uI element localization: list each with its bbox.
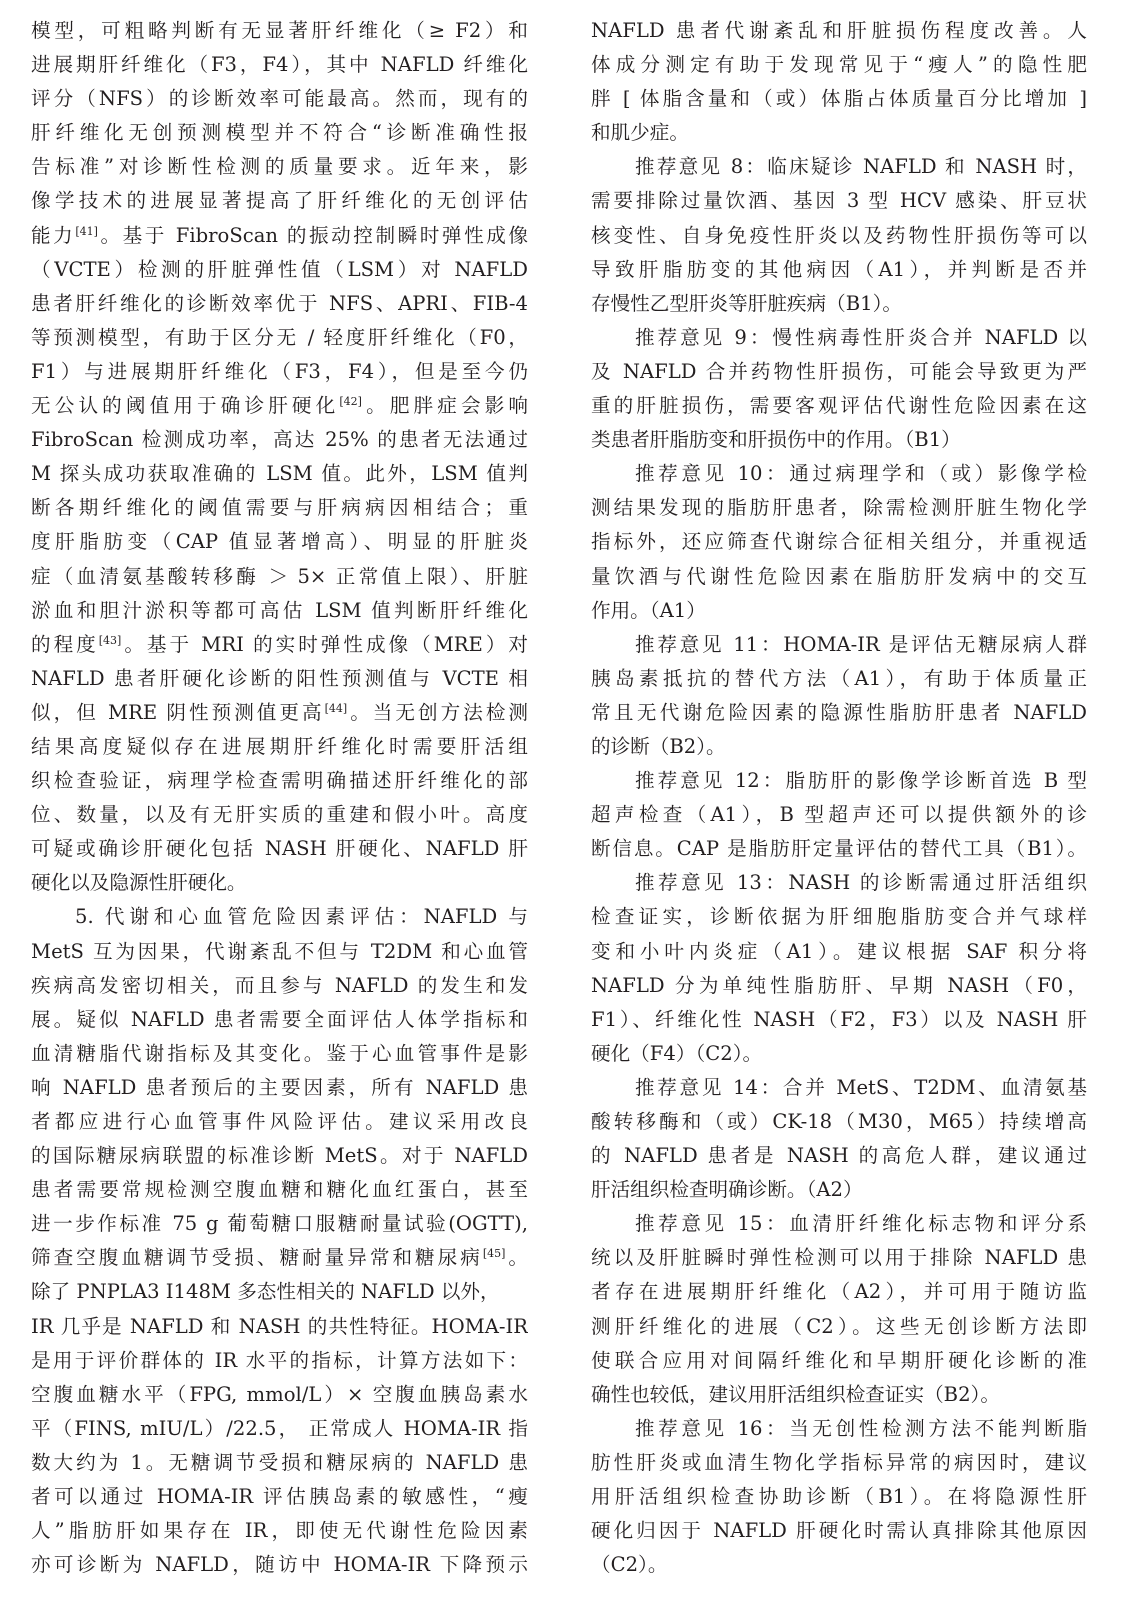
text-line: [31, 423, 528, 457]
line-text: 推荐意见 13：NASH 的诊断需通过肝活组织: [635, 871, 1087, 895]
text-line: [591, 1310, 1087, 1344]
text-line: [591, 116, 1087, 150]
line-text: 超声检查（A1），B 型超声还可以提供额外的诊: [591, 803, 1087, 827]
text-line: [591, 1275, 1087, 1309]
line-text: 患者需要常规检测空腹血糖和糖化血红蛋白，甚至: [31, 1178, 528, 1202]
text-line: [31, 321, 528, 355]
text-line: [31, 1446, 528, 1480]
text-line: [31, 1105, 528, 1139]
line-text: 血清糖脂代谢指标及其变化。鉴于心血管事件是影: [31, 1041, 528, 1065]
line-text: 指标外，还应筛查代谢综合征相关组分，并重视适: [591, 530, 1087, 554]
citation-reference: [41]: [75, 224, 98, 238]
line-text: 硬化（F4）（C2）。: [591, 1041, 763, 1065]
text-line: [591, 935, 1087, 969]
line-text: 者都应进行心血管事件风险评估。建议采用改良: [31, 1110, 528, 1133]
line-text: 及 NAFLD 合并药物性肝损伤，可能会导致更为严: [591, 359, 1087, 383]
line-text: 亦可诊断为 NAFLD，随访中 HOMA-IR 下降预示: [31, 1553, 528, 1577]
text-line: [31, 1412, 528, 1446]
text-line: [591, 82, 1087, 116]
line-text: 展。疑似 NAFLD 患者需要全面评估人体学指标和: [31, 1007, 528, 1031]
line-text: 推荐意见 15：血清肝纤维化标志物和评分系: [635, 1212, 1087, 1236]
text-line: [591, 662, 1087, 696]
line-text: （C2）。: [591, 1553, 668, 1577]
line-text: 进一步作标准 75 g 葡萄糖口服糖耐量试验(OGTT),: [31, 1212, 528, 1236]
line-text: 的诊断（B2）。: [591, 734, 726, 758]
line-text: F1）、纤维化性 NASH（F2，F3）以及 NASH 肝: [591, 1007, 1087, 1031]
text-line: [31, 866, 528, 900]
text-line: [31, 82, 528, 116]
line-text: 响 NAFLD 患者预后的主要因素，所有 NAFLD 患: [31, 1075, 528, 1099]
text-line: [591, 491, 1087, 525]
line-text: 推荐意见 11：HOMA-IR 是评估无糖尿病人群: [635, 632, 1087, 656]
line-text: 位、数量，以及有无肝实质的重建和假小叶。高度: [31, 803, 528, 827]
text-line: [31, 1344, 528, 1378]
line-text: 的 NAFLD 患者是 NASH 的高危人群，建议通过: [591, 1144, 1087, 1168]
text-line: [591, 900, 1087, 934]
line-text: 酸转移酶和（或）CK-18（M30，M65）持续增高: [591, 1110, 1087, 1133]
line-text: 和肌少症。: [591, 121, 689, 145]
line-text: 推荐意见 8：临床疑诊 NAFLD 和 NASH 时，: [635, 155, 1087, 179]
text-line: [31, 1003, 528, 1037]
text-line: [31, 1207, 528, 1241]
text-line: [31, 525, 528, 559]
left-column: [31, 14, 528, 1582]
line-text: 织检查验证，病理学检查需明确描述肝纤维化的部: [31, 769, 528, 793]
line-text: NAFLD 患者肝硬化诊断的阳性预测值与 VCTE 相: [31, 666, 528, 690]
text-line: [591, 1139, 1087, 1173]
text-line: [31, 48, 528, 82]
text-line: [591, 1037, 1087, 1071]
line-text: 测结果发现的脂肪肝患者，除需检测肝脏生物化学: [591, 496, 1087, 520]
line-text: 可疑或确诊肝硬化包括 NASH 肝硬化、NAFLD 肝: [31, 837, 528, 861]
line-text: 症（血清氨基酸转移酶 ＞ 5× 正常值上限）、肝脏: [31, 564, 528, 588]
line-text: 度肝脂肪变（CAP 值显著增高）、明显的肝脏炎: [31, 530, 528, 554]
text-line: [31, 287, 528, 321]
text-line: [591, 1480, 1087, 1514]
line-text: 断各期纤维化的阈值需要与肝病病因相结合；重: [31, 496, 528, 520]
text-line: [591, 321, 1087, 355]
citation-reference: [42]: [339, 395, 362, 409]
text-line: [591, 1548, 1087, 1582]
line-text: NAFLD 患者代谢紊乱和肝脏损伤程度改善。人: [591, 19, 1087, 42]
text-line: [31, 389, 528, 423]
text-line: [591, 1105, 1087, 1139]
line-text: 硬化以及隐源性肝硬化。: [31, 871, 247, 895]
line-text: 淤血和胆汁淤积等都可高估 LSM 值判断肝纤维化: [31, 598, 528, 622]
text-line: [31, 764, 528, 798]
line-text: 疾病高发密切相关，而且参与 NAFLD 的发生和发: [31, 973, 528, 997]
text-line: [591, 1412, 1087, 1446]
text-line: [31, 662, 528, 696]
text-line: [591, 1514, 1087, 1548]
text-line: [31, 560, 528, 594]
line-text: 者存在进展期肝纤维化（A2），并可用于随访监: [591, 1280, 1087, 1304]
line-text: 能力: [31, 223, 76, 247]
text-line: [591, 1071, 1087, 1105]
text-line: [591, 628, 1087, 662]
citation-reference: [44]: [324, 701, 348, 715]
line-text-continued: 。基于 FibroScan 的振动控制瞬时弹性成像: [97, 223, 528, 247]
text-line: [31, 355, 528, 389]
line-text: M 探头成功获取准确的 LSM 值。此外，LSM 值判: [31, 462, 528, 486]
text-line: [591, 1173, 1087, 1207]
line-text: MetS 互为因果，代谢紊乱不但与 T2DM 和心血管: [31, 939, 528, 963]
line-text: 等预测模型，有助于区分无 / 轻度肝纤维化（F0，: [31, 325, 528, 349]
line-text: 人”脂肪肝如果存在 IR，即使无代谢性危险因素: [31, 1519, 528, 1543]
line-text: 似，但 MRE 阴性预测值更高: [31, 700, 325, 724]
line-text: 结果高度疑似存在进展期肝纤维化时需要肝活组: [31, 734, 528, 758]
text-line: [591, 355, 1087, 389]
text-line: [31, 1071, 528, 1105]
line-text: F1）与进展期肝纤维化（F3，F4），但是至今仍: [31, 359, 528, 383]
text-line: [31, 1173, 528, 1207]
text-line: [31, 1548, 528, 1582]
line-text: 推荐意见 14：合并 MetS、T2DM、血清氨基: [635, 1075, 1087, 1099]
line-text: 模型，可粗略判断有无显著肝纤维化（≥ F2）和: [31, 19, 528, 42]
line-text: 进展期肝纤维化（F3，F4），其中 NAFLD 纤维化: [31, 53, 528, 77]
text-line: [591, 150, 1087, 184]
text-line: [591, 866, 1087, 900]
right-column: [591, 14, 1087, 1582]
text-line: [591, 594, 1087, 628]
line-text: FibroScan 检测成功率，高达 25% 的患者无法通过: [31, 428, 528, 452]
line-text: 硬化归因于 NAFLD 肝硬化时需认真排除其他原因: [591, 1519, 1087, 1543]
text-line: [31, 798, 528, 832]
line-text: （VCTE）检测的肝脏弹性值（LSM）对 NAFLD: [31, 257, 528, 281]
line-text: 是用于评价群体的 IR 水平的指标，计算方法如下：: [31, 1348, 528, 1372]
text-line: [591, 1207, 1087, 1241]
line-text: NAFLD 分为单纯性脂肪肝、早期 NASH（F0，: [591, 973, 1087, 997]
text-line: [591, 219, 1087, 253]
text-line: [591, 696, 1087, 730]
text-line: [31, 219, 528, 253]
line-text: 肪性肝炎或血清生物化学指标异常的病因时，建议: [591, 1450, 1087, 1474]
line-text: 平（FINS, mIU/L）/22.5， 正常成人 HOMA-IR 指: [31, 1416, 528, 1440]
text-line: [31, 184, 528, 218]
text-line: [31, 730, 528, 764]
text-line: [31, 253, 528, 287]
text-line: [591, 253, 1087, 287]
citation-reference: [45]: [482, 1247, 506, 1261]
text-line: [31, 900, 528, 934]
text-line: [591, 1446, 1087, 1480]
line-text: IR 几乎是 NAFLD 和 NASH 的共性特征。HOMA-IR: [31, 1314, 528, 1338]
line-text: 检查证实，诊断依据为肝细胞脂肪变合并气球样: [591, 905, 1087, 929]
text-line: [591, 525, 1087, 559]
text-line: [31, 14, 528, 48]
text-line: [591, 798, 1087, 832]
text-line: [591, 832, 1087, 866]
line-text: 肝纤维化无创预测模型并不符合“诊断准确性报: [31, 121, 528, 145]
line-text: 存慢性乙型肝炎等肝脏疾病（B1）。: [591, 291, 902, 315]
line-text-continued: 。基于 MRI 的实时弹性成像（MRE）对: [121, 632, 528, 656]
text-line: [31, 1241, 528, 1275]
text-line: [31, 457, 528, 491]
text-line: [591, 1378, 1087, 1412]
line-text: 类患者肝脂肪变和肝损伤中的作用。（B1）: [591, 428, 961, 452]
text-line: [31, 969, 528, 1003]
line-text: 量饮酒与代谢性危险因素在脂肪肝发病中的交互: [591, 564, 1087, 588]
text-line: [31, 491, 528, 525]
line-text: 胖 [ 体脂含量和（或）体脂占体质量百分比增加 ]: [591, 87, 1087, 111]
line-text: 确性也较低，建议用肝活组织检查证实（B2）。: [591, 1382, 1000, 1406]
text-line: [31, 1480, 528, 1514]
line-text: 筛查空腹血糖调节受损、糖耐量异常和糖尿病: [31, 1246, 483, 1270]
text-line: [591, 287, 1087, 321]
line-text: 胰岛素抵抗的替代方法（A1），有助于体质量正: [591, 666, 1087, 690]
line-text: 肝活组织检查明确诊断。（A2）: [591, 1178, 863, 1202]
text-line: [31, 150, 528, 184]
text-line: [591, 560, 1087, 594]
text-line: [591, 1344, 1087, 1378]
text-line: [591, 764, 1087, 798]
line-text: 测肝纤维化的进展（C2）。这些无创诊断方法即: [591, 1314, 1087, 1338]
text-line: [591, 14, 1087, 48]
text-line: [31, 1514, 528, 1548]
line-text: 需要排除过量饮酒、基因 3 型 HCV 感染、肝豆状: [591, 189, 1087, 213]
text-line: [31, 594, 528, 628]
line-text: 体成分测定有助于发现常见于“瘦人”的隐性肥: [591, 53, 1087, 77]
line-text-continued: 。: [505, 1246, 528, 1270]
text-line: [31, 832, 528, 866]
line-text: 像学技术的进展显著提高了肝纤维化的无创评估: [31, 189, 528, 213]
line-text: 空腹血糖水平（FPG, mmol/L）× 空腹血胰岛素水: [31, 1382, 528, 1406]
line-text: 评分（NFS）的诊断效率可能最高。然而，现有的: [31, 87, 528, 111]
line-text: 导致肝脂肪变的其他病因（A1），并判断是否并: [591, 257, 1087, 281]
line-text: 常且无代谢危险因素的隐源性脂肪肝患者 NAFLD: [591, 700, 1087, 724]
line-text: 用肝活组织检查协助诊断（B1）。在将隐源性肝: [591, 1485, 1087, 1509]
text-line: [591, 48, 1087, 82]
line-text: 告标准”对诊断性检测的质量要求。近年来，影: [31, 155, 528, 179]
line-text-continued: 。当无创方法检测: [347, 700, 528, 724]
text-line: [31, 1139, 528, 1173]
text-line: [591, 1003, 1087, 1037]
text-line: [31, 1275, 528, 1309]
text-line: [31, 116, 528, 150]
line-text: 数大约为 1。无糖调节受损和糖尿病的 NAFLD 患: [31, 1450, 528, 1474]
line-text: 推荐意见 9：慢性病毒性肝炎合并 NAFLD 以: [635, 325, 1087, 349]
text-line: [591, 730, 1087, 764]
line-text: 的程度: [31, 632, 99, 656]
text-line: [591, 423, 1087, 457]
line-text-continued: 。肥胖症会影响: [361, 394, 528, 418]
line-text: 患者肝纤维化的诊断效率优于 NFS、APRI、FIB-4: [31, 291, 528, 315]
text-line: [31, 1037, 528, 1071]
line-text: 变和小叶内炎症（A1）。建议根据 SAF 积分将: [591, 939, 1087, 963]
text-line: [31, 1310, 528, 1344]
line-text: 推荐意见 10：通过病理学和（或）影像学检: [635, 462, 1087, 486]
text-line: [31, 1378, 528, 1412]
line-text: 断信息。CAP 是脂肪肝定量评估的替代工具（B1）。: [591, 837, 1087, 861]
line-text: 核变性、自身免疫性肝炎以及药物性肝损伤等可以: [591, 223, 1087, 247]
text-line: [591, 1241, 1087, 1275]
line-text: 统以及肝脏瞬时弹性检测可以用于排除 NAFLD 患: [591, 1246, 1087, 1270]
line-text: 推荐意见 16：当无创性检测方法不能判断脂: [635, 1416, 1087, 1440]
text-line: [591, 457, 1087, 491]
text-line: [31, 696, 528, 730]
text-line: [31, 628, 528, 662]
citation-reference: [43]: [98, 633, 122, 647]
text-line: [31, 935, 528, 969]
line-text: 的国际糖尿病联盟的标准诊断 MetS。对于 NAFLD: [31, 1144, 528, 1168]
text-line: [591, 389, 1087, 423]
line-text: 无公认的阈值用于确诊肝硬化: [31, 394, 340, 418]
line-text: 除了 PNPLA3 I148M 多态性相关的 NAFLD 以外，: [31, 1280, 500, 1304]
line-text: 者可以通过 HOMA-IR 评估胰岛素的敏感性，“瘦: [31, 1485, 528, 1509]
line-text: 推荐意见 12：脂肪肝的影像学诊断首选 B 型: [635, 769, 1087, 793]
text-line: [591, 969, 1087, 1003]
text-line: [591, 184, 1087, 218]
line-text: 重的肝脏损伤，需要客观评估代谢性危险因素在这: [591, 394, 1087, 418]
line-text: 使联合应用对间隔纤维化和早期肝硬化诊断的准: [591, 1348, 1087, 1372]
line-text: 5. 代谢和心血管危险因素评估：NAFLD 与: [75, 905, 528, 929]
line-text: 作用。（A1）: [591, 598, 706, 622]
